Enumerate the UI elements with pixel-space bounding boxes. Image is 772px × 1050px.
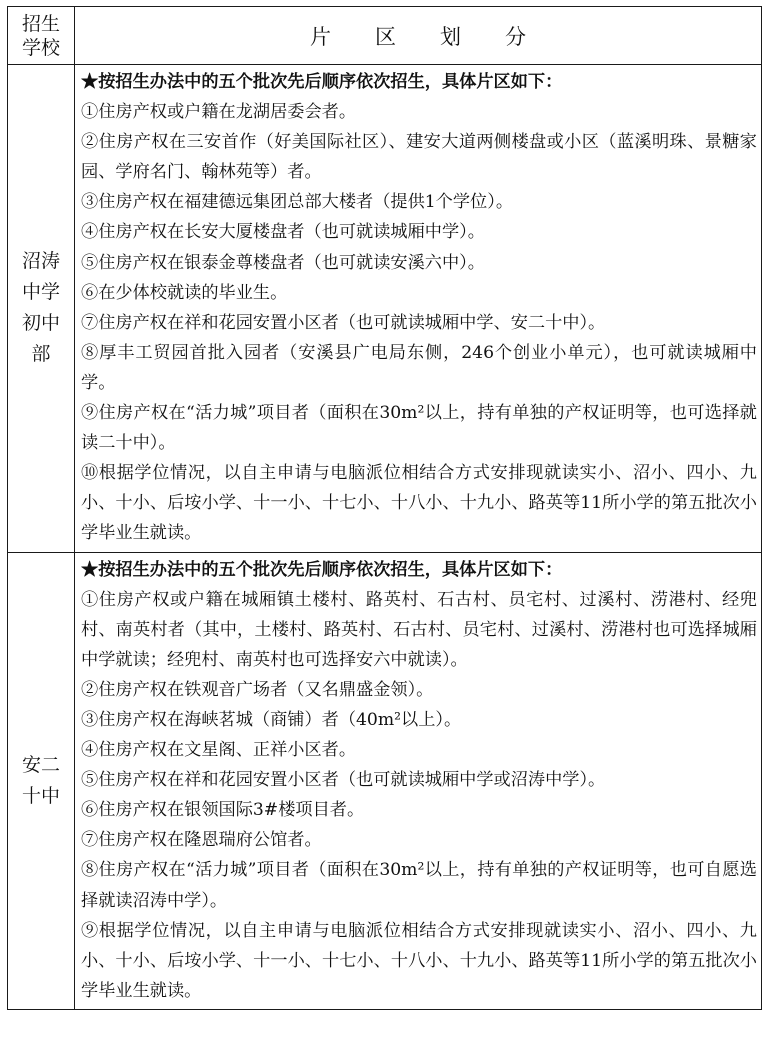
school-name-line: 部	[31, 343, 51, 366]
zone-item: ⑨住房产权在“活力城”项目者（面积在30m²以上，持有单独的产权证明等，也可选择就读二十中）。	[81, 403, 757, 454]
school-name-line: 沼涛	[21, 250, 60, 273]
zone-intro: ★按招生办法中的五个批次先后顺序依次招生，具体片区如下：	[81, 559, 563, 580]
zone-item: ⑩根据学位情况，以自主申请与电脑派位相结合方式安排现就读实小、沼小、四小、九小、十小、后垵小学、十一小、十七小、十八小、十九小、路英等11所小学的第五批次小学毕业生就读。	[81, 463, 757, 544]
zone-item: ⑤住房产权在银泰金尊楼盘者（也可就读安溪六中）。	[81, 252, 485, 273]
zoning-table	[7, 6, 762, 1010]
school-column-header	[8, 7, 75, 65]
school-name-line: 安二	[21, 753, 60, 776]
zone-content-an20	[75, 552, 762, 1009]
school-header-line1: 招生	[21, 12, 60, 35]
table-row-an20	[8, 552, 762, 1009]
zone-item: ①住房产权或户籍在龙湖居委会者。	[81, 102, 357, 123]
zone-item: ⑦住房产权在祥和花园安置小区者（也可就读城厢中学、安二十中）。	[81, 312, 606, 333]
zone-item: ②住房产权在铁观音广场者（又名鼎盛金领）。	[81, 679, 434, 700]
zone-intro: ★按招生办法中的五个批次先后顺序依次招生，具体片区如下：	[81, 72, 563, 92]
school-name-line: 中学	[21, 281, 60, 304]
zone-item: ③住房产权在海峡茗城（商铺）者（40m²以上）。	[81, 709, 462, 730]
zone-column-header: 片区划分	[75, 7, 762, 65]
zone-item: ⑥在少体校就读的毕业生。	[81, 282, 288, 303]
zone-item: ⑦住房产权在隆恩瑞府公馆者。	[81, 830, 322, 851]
table-row-zhaotao	[8, 65, 762, 553]
school-name-line: 初中	[21, 312, 60, 335]
zone-item: ⑧住房产权在“活力城”项目者（面积在30m²以上，持有单独的产权证明等，也可自愿选择就读沼涛中学）。	[81, 860, 757, 911]
zone-item: ④住房产权在长安大厦楼盘者（也可就读城厢中学）。	[81, 222, 485, 243]
zone-item: ②住房产权在三安首作（好美国际社区）、建安大道两侧楼盘或小区（蓝溪明珠、景糖家园、学府名门、翰林苑等）者。	[81, 132, 757, 183]
zone-item: ⑨根据学位情况，以自主申请与电脑派位相结合方式安排现就读实小、沼小、四小、九小、十小、后垵小学、十一小、十七小、十八小、十九小、路英等11所小学的第五批次小学毕业生就读。	[81, 920, 757, 1001]
zone-item: ④住房产权在文星阁、正祥小区者。	[81, 740, 357, 761]
zone-item: ⑧厚丰工贸园首批入园者（安溪县广电局东侧，246个创业小单元），也可就读城厢中学。	[81, 342, 757, 393]
school-name-an20	[8, 552, 75, 1009]
zone-item: ③住房产权在福建德远集团总部大楼者（提供1个学位）。	[81, 192, 514, 213]
zone-item: ①住房产权或户籍在城厢镇土楼村、路英村、石古村、员宅村、过溪村、涝港村、经兜村、南英村者（其中，土楼村、路英村、石古村、员宅村、过溪村、涝港村也可选择城厢中学就读；经兜村、南英村也可选择安六中就读）。	[81, 589, 757, 670]
header-row	[8, 7, 762, 65]
zone-content-zhaotao	[75, 65, 762, 553]
zone-item: ⑤住房产权在祥和花园安置小区者（也可就读城厢中学或沼涛中学）。	[81, 770, 606, 791]
school-header-line2: 学校	[21, 36, 60, 59]
school-name-zhaotao	[8, 65, 75, 553]
zone-item: ⑥住房产权在银领国际3#楼项目者。	[81, 800, 365, 821]
school-name-line: 十中	[21, 784, 60, 807]
